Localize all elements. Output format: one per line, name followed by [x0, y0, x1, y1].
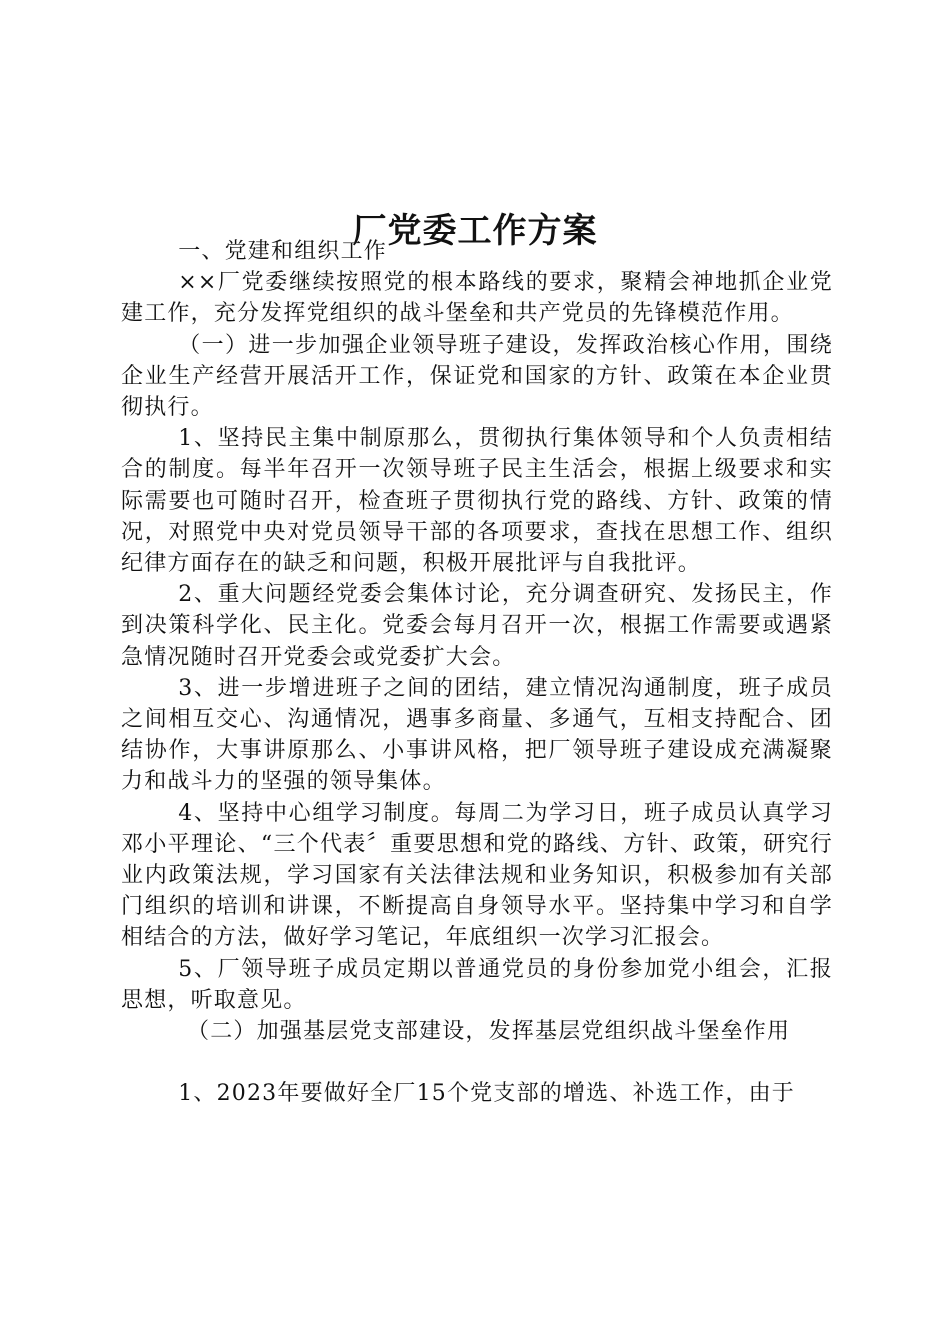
section-2-item-1-paragraph: 1、2023年要做好全厂15个党支部的增选、补选工作，由于 — [178, 1081, 795, 1107]
document-body — [121, 236, 833, 1109]
item-3-paragraph: 3、进一步增进班子之间的团结，建立情况沟通制度，班子成员之间相互交心、沟通情况，遇事多商量、多通气，互相支持配合、团结协作，大事讲原那么、小事讲风格，把厂领导班子建设成充满凝聚力和战斗力的坚强的领导集体。 — [121, 675, 833, 795]
section-1-heading: （一）进一步加强企业领导班子建设，发挥政治核心作用，围绕企业生产经营开展活开工作，保证党和国家的方针、政策在本企业贯彻执行。 — [121, 332, 833, 421]
item-4-paragraph: 4、坚持中心组学习制度。每周二为学习日，班子成员认真学习邓小平理论、“三个代表〞重要思想和党的路线、方针、政策，研究行业内政策法规，学习国家有关法律法规和业务知识，积极参加有关部门组织的培训和讲课，不断提高自身领导水平。坚持集中学习和自学相结合的方法，做好学习笔记，年底组织一次学习汇报会。 — [121, 800, 833, 951]
page-title: 厂党委工作方案 — [352, 210, 598, 251]
item-1-paragraph: 1、坚持民主集中制原那么，贯彻执行集体领导和个人负责相结合的制度。每半年召开一次领导班子民主生活会，根据上级要求和实际需要也可随时召开，检查班子贯彻执行党的路线、方针、政策的情况，对照党中央对党员领导干部的各项要求，查找在思想工作、组织纪律方面存在的缺乏和问题，积极开展批评与自我批评。 — [121, 426, 833, 577]
section-2-heading: （二）加强基层党支部建设，发挥基层党组织战斗堡垒作用 — [187, 1019, 791, 1045]
intro-paragraph: ××厂党委继续按照党的根本路线的要求，聚精会神地抓企业党建工作，充分发挥党组织的战斗堡垒和共产党员的先锋模范作用。 — [121, 270, 833, 327]
item-2-paragraph: 2、重大问题经党委会集体讨论，充分调查研究、发扬民主，作到决策科学化、民主化。党委会每月召开一次，根据工作需要或遇紧急情况随时召开党委会或党委扩大会。 — [121, 582, 833, 670]
item-5-paragraph: 5、厂领导班子成员定期以普通党员的身份参加党小组会，汇报思想，听取意见。 — [121, 956, 833, 1013]
heading-party-building: 一、党建和组织工作 — [178, 239, 387, 264]
